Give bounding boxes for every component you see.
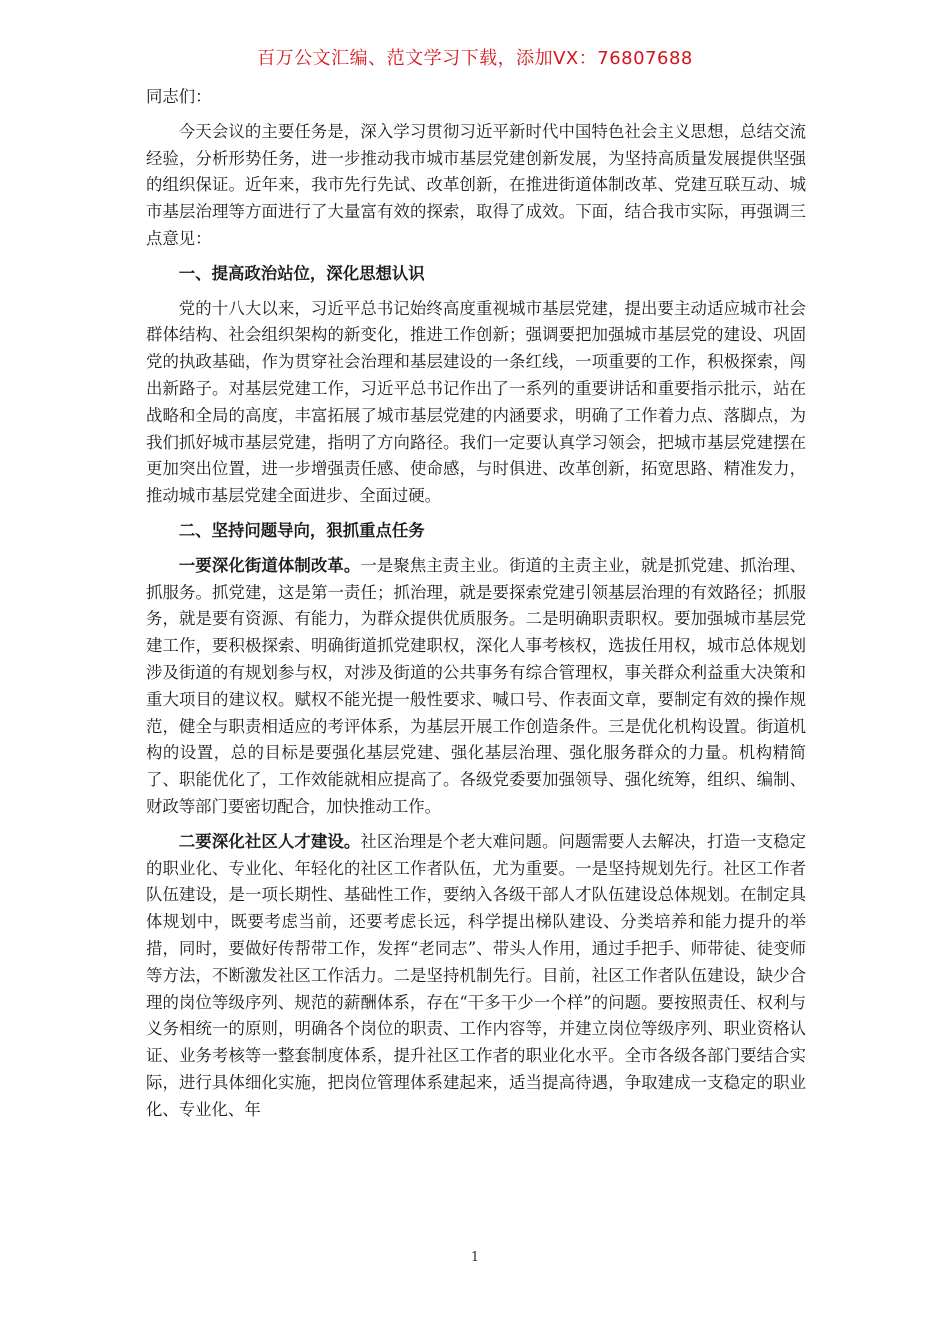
subsection-2-body: 社区治理是个老大难问题。问题需要人去解决，打造一支稳定的职业化、专业化、年轻化的社区工作者队伍，尤为重要。一是坚持规划先行。社区工作者队伍建设，是一项长期性、基础性工作，要纳入各级干部人才队伍建设总体规划。在制定具体规划中，既要考虑当前，还要考虑长远，科学提出梯队建设、分类培养和能力提升的举措，同时，要做好传帮带工作，发挥“老同志”、带头人作用，通过手把手、师带徒、徒变师等方法，不断激发社区工作活力。二是坚持机制先行。目前，社区工作者队伍建设，缺少合理的岗位等级序列、规范的薪酬体系，存在“干多干少一个样”的问题。要按照责任、权利与义务相统一的原则，明确各个岗位的职责、工作内容等，并建立岗位等级序列、职业资格认证、业务考核等一整套制度体系，提升社区工作者的职业化水平。全市各级各部门要结合实际，进行具体细化实施，把岗位管理体系建起来，适当提高待遇，争取建成一支稳定的职业化、专业化、年 xyxy=(146,831,806,1119)
section-heading-1: 一、提高政治站位，深化思想认识 xyxy=(178,263,425,283)
subsection-2-lead: 二要深化社区人才建设。 xyxy=(178,831,361,851)
subsection-1-lead: 一要深化街道体制改革。 xyxy=(178,555,361,575)
section-1-paragraph: 党的十八大以来，习近平总书记始终高度重视城市基层党建，提出要主动适应城市社会群体结构、社会组织架构的新变化，推进工作创新；强调要把加强城市基层党的建设、巩固党的执政基础，作为贯穿社会治理和基层建设的一条红线，一项重要的工作，积极探索，闯出新路子。对基层党建工作，习近平总书记作出了一系列的重要讲话和重要指示批示，站在战略和全局的高度，丰富拓展了城市基层党建的内涵要求，明确了工作着力点、落脚点，为我们抓好城市基层党建，指明了方向路径。我们一定要认真学习领会，把城市基层党建摆在更加突出位置，进一步增强责任感、使命感，与时俱进、改革创新，拓宽思路、精准发力，推动城市基层党建全面进步、全面过硬。 xyxy=(146,298,806,506)
header-banner: 百万公文汇编、范文学习下载，添加VX：76807688 xyxy=(257,48,693,69)
subsection-2-paragraph xyxy=(146,829,806,1124)
document-body xyxy=(146,84,806,1131)
subsection-1-paragraph xyxy=(146,553,806,821)
section-heading-2: 二、坚持问题导向，狠抓重点任务 xyxy=(178,520,425,540)
salutation: 同志们： xyxy=(146,87,212,106)
subsection-1-body: 一是聚焦主责主业。街道的主责主业，就是抓党建、抓治理、抓服务。抓党建，这是第一责任；抓治理，就是要探索党建引领基层治理的有效路径；抓服务，就是要有资源、有能力，为群众提供优质服务。二是明确职责职权。要加强城市基层党建工作，要积极探索、明确街道抓党建职权，深化人事考核权，选拔任用权，城市总体规划涉及街道的有规划参与权，对涉及街道的公共事务有综合管理权，事关群众利益重大决策和重大项目的建议权。赋权不能光提一般性要求、喊口号、作表面文章，要制定有效的操作规范，健全与职责相适应的考评体系，为基层开展工作创造条件。三是优化机构设置。街道机构的设置，总的目标是要强化基层党建、强化基层治理、强化服务群众的力量。机构精简了、职能优化了，工作效能就相应提高了。各级党委要加强领导、强化统筹，组织、编制、财政等部门要密切配合，加快推动工作。 xyxy=(146,555,806,816)
page-number: 1 xyxy=(470,1250,480,1265)
intro-paragraph: 今天会议的主要任务是，深入学习贯彻习近平新时代中国特色社会主义思想，总结交流经验，分析形势任务，进一步推动我市城市基层党建创新发展，为坚持高质量发展提供坚强的组织保证。近年来，我市先行先试、改革创新，在推进街道体制改革、党建互联互动、城市基层治理等方面进行了大量富有效的探索，取得了成效。下面，结合我市实际，再强调三点意见： xyxy=(146,121,806,248)
